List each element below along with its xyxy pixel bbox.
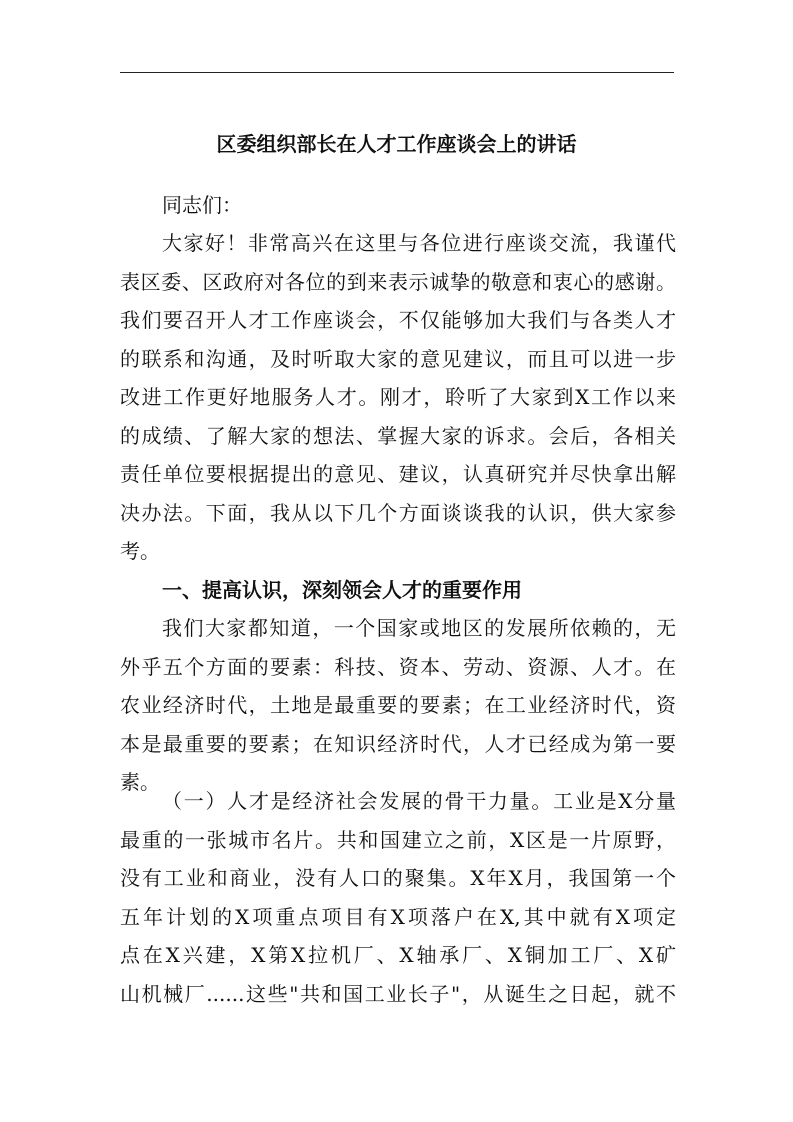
paragraph-talent-backbone (120, 782, 676, 1013)
paragraph-line: 决办法。下面，我从以下几个方面谈谈我的认识，供大家参 (120, 500, 676, 525)
paragraph-line: 没有工业和商业，没有人口的聚集。X年X月，我国第一个 (120, 866, 676, 890)
paragraph-line: 最重的一张城市名片。共和国建立之前，X区是一片原野， (120, 827, 676, 852)
paragraph-line: 改进工作更好地服务人才。刚才，聆听了大家到X工作以来 (120, 385, 676, 409)
document-title: 区委组织部长在人才工作座谈会上的讲话 (216, 132, 577, 156)
paragraph-line: （一）人才是经济社会发展的骨干力量。工业是X分量 (162, 789, 676, 813)
header-rule (120, 72, 674, 73)
paragraph-line: 表区委、区政府对各位的到来表示诚挚的敬意和衷心的感谢。 (120, 269, 676, 294)
paragraph-line: 山机械厂......这些"共和国工业长子"，从诞生之日起，就不 (120, 981, 676, 1006)
paragraph-line: 素。 (120, 770, 160, 794)
paragraph-line: 的成绩、了解大家的想法、掌握大家的诉求。会后，各相关 (120, 423, 676, 448)
salutation: 同志们： (162, 193, 242, 217)
paragraph-line: 责任单位要根据提出的意见、建议，认真研究并尽快拿出解 (120, 462, 676, 486)
paragraph-factors (120, 609, 676, 802)
section-heading: 一、提高认识，深刻领会人才的重要作用 (162, 577, 522, 602)
paragraph-line: 本是最重要的要素；在知识经济时代，人才已经成为第一要 (120, 731, 676, 756)
paragraph-line: 农业经济时代，土地是最重要的要素；在工业经济时代，资 (120, 693, 676, 717)
paragraph-line: 我们大家都知道，一个国家或地区的发展所依赖的，无 (162, 616, 676, 640)
paragraph-line: 五年计划的X项重点项目有X项落户在X,其中就有X项定 (120, 904, 676, 929)
paragraph-line: 我们要召开人才工作座谈会，不仅能够加大我们与各类人才 (120, 308, 676, 332)
paragraph-opening (120, 224, 676, 609)
paragraph-line: 大家好！非常高兴在这里与各位进行座谈交流，我谨代 (162, 231, 676, 255)
paragraph-line: 考。 (120, 539, 160, 563)
paragraph-line: 点在X兴建，X第X拉机厂、X轴承厂、X铜加工厂、X矿 (120, 943, 676, 967)
paragraph-line: 外乎五个方面的要素：科技、资本、劳动、资源、人才。在 (120, 654, 676, 679)
paragraph-line: 的联系和沟通，及时听取大家的意见建议，而且可以进一步 (120, 346, 676, 371)
